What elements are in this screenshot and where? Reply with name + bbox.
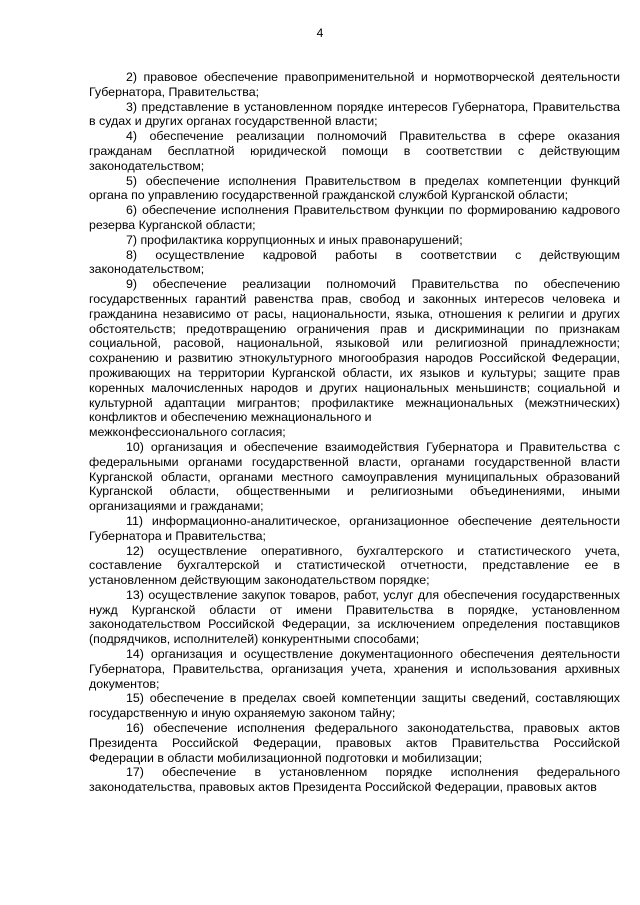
list-item-13: 13) осуществление закупок товаров, работ, услуг для обеспечения государственных нужд Курганской области от имени Правительства в порядке, установленном законодательством Российской Федерации, за исключением определения поставщиков (подрядчиков, исполнителей) конкурентными способами;	[89, 587, 620, 647]
list-item-11: 11) информационно-аналитическое, организационное обеспечение деятельности Губернатора и Правительства;	[89, 513, 620, 543]
page-number: 4	[316, 26, 324, 40]
list-item-14: 14) организация и осуществление документационного обеспечения деятельности Губернатора, Правительства, организация учета, хранения и использования архивных документов;	[89, 647, 620, 691]
list-item-3: 3) представление в установленном порядке интересов Губернатора, Правительства в судах и других органах государственной власти;	[89, 99, 620, 129]
list-item-6: 6) обеспечение исполнения Правительством функции по формированию кадрового резерва Курганской области;	[89, 203, 620, 232]
document-body	[89, 70, 620, 795]
list-item-15: 15) обеспечение в пределах своей компетенции защиты сведений, составляющих государственную и иную охраняемую законом тайну;	[89, 691, 620, 721]
list-item-5: 5) обеспечение исполнения Правительством в пределах компетенции функций органа по управлению государственной гражданской службой Курганской области;	[89, 173, 620, 203]
list-item-8: 8) осуществление кадровой работы в соответствии с действующим законодательством;	[89, 247, 620, 277]
list-item-7: 7) профилактика коррупционных и иных правонарушений;	[126, 232, 463, 247]
list-item-4: 4) обеспечение реализации полномочий Правительства в сфере оказания гражданам бесплатной юридической помощи в соответствии с действующим законодательством;	[89, 129, 620, 173]
list-item-12: 12) осуществление оперативного, бухгалтерского и статистического учета, составление бухгалтерской и статистической отчетности, представление ее в установленном действующим законодательством порядке;	[89, 543, 620, 588]
list-item-2: 2) правовое обеспечение правоприменительной и нормотворческой деятельности Губернатора, Правительства;	[89, 70, 620, 99]
list-item-16: 16) обеспечение исполнения федерального законодательства, правовых актов Президента Российской Федерации, правовых актов Правительства Российской Федерации в области мобилизационной подготовки и мобилизации;	[89, 721, 620, 765]
list-item-10: 10) организация и обеспечение взаимодействия Губернатора и Правительства с федеральными органами государственной власти, органами государственной власти Курганской области, органами местного самоуправления муниципальных образований Курганской области, общественными и религиозными объединениями, иными организациями и гражданами;	[89, 439, 620, 514]
list-item-9: 9) обеспечение реализации полномочий Правительства по обеспечению государственных гарантий равенства прав, свобод и законных интересов человека и гражданина независимо от расы, национальности, языка, отношения к религии и других обстоятельств; предотвращению ограничения прав и дискриминации по признакам социальной, расовой, национальной, языковой или религиозной принадлежности; сохранению и развитию этнокультурного многообразия народов Российской Федерации, проживающих на территории Курганской области, их языков и культуры; защите прав коренных малочисленных народов и других национальных меньшинств; социальной и культурной адаптации мигрантов; профилактике межнациональных (межэтнических) конфликтов и обеспечению межнационального и межконфессионального согласия;	[89, 277, 620, 440]
list-item-17: 17) обеспечение в установленном порядке исполнения федерального законодательства, правовых актов Президента Российской Федерации, правовых актов	[89, 765, 620, 795]
